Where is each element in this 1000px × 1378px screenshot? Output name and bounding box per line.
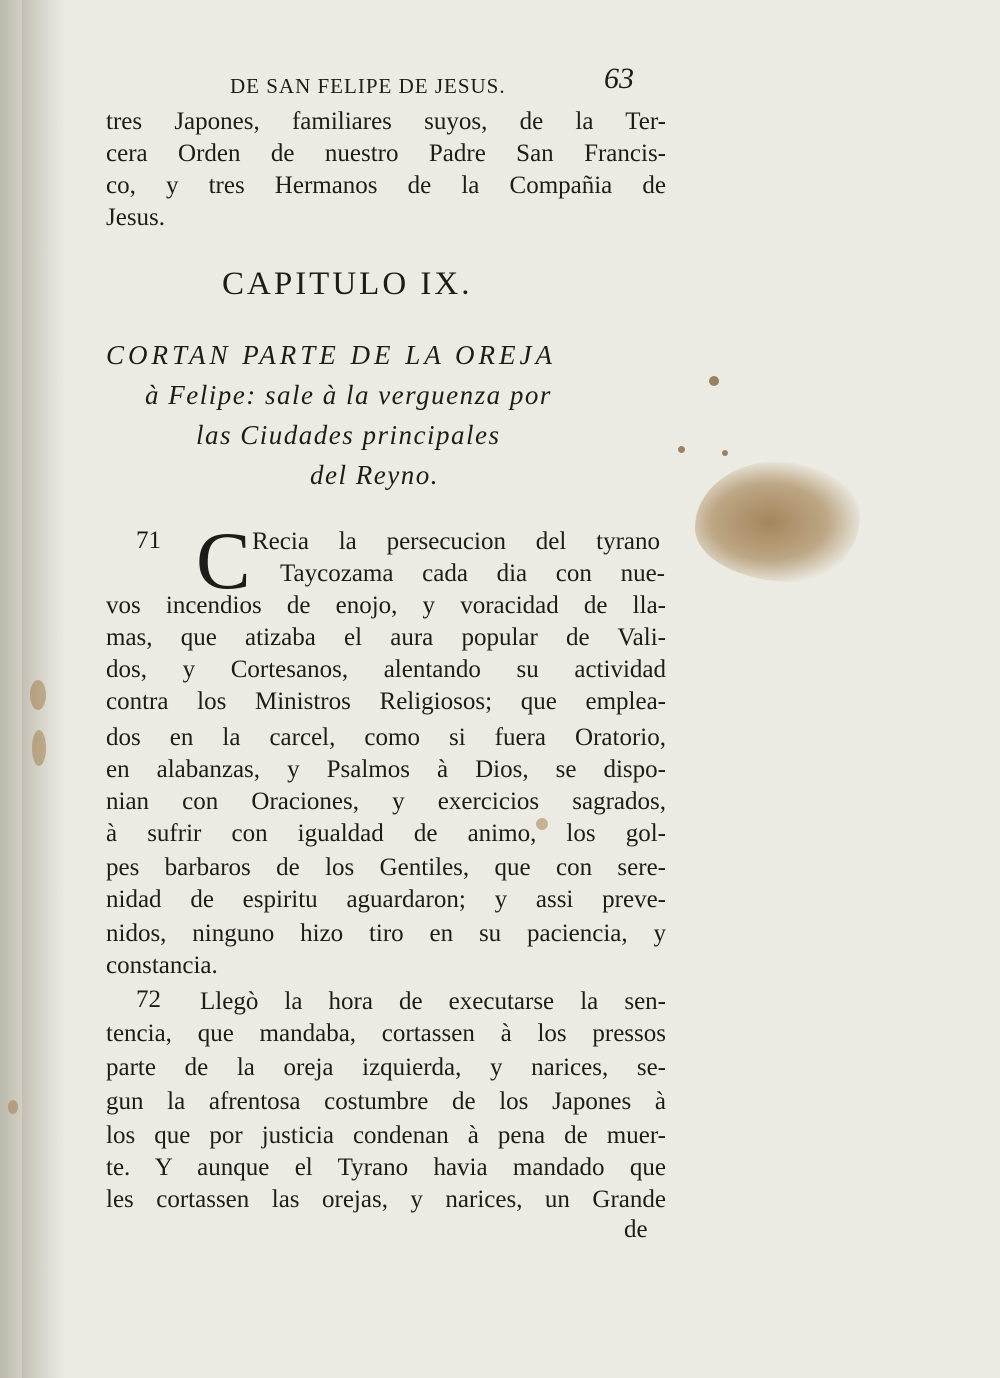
opening-line: Jesus. — [106, 204, 166, 231]
paragraph-line: Recia la persecucion del tyrano — [252, 528, 660, 555]
paragraph-line: pes barbaros de los Gentiles, que con sere- — [106, 854, 666, 881]
catchword: de — [624, 1216, 648, 1243]
paragraph-line: gun la afrentosa costumbre de los Japones à — [106, 1088, 666, 1115]
paragraph-line: dos, y Cortesanos, alentando su actividad — [106, 656, 666, 683]
opening-line: tres Japones, familiares suyos, de la Ter- — [106, 108, 666, 135]
paragraph-line: Llegò la hora de executarse la sen- — [200, 988, 666, 1015]
paragraph-line: tencia, que mandaba, cortassen à los pressos — [106, 1020, 666, 1047]
paragraph-line: parte de la oreja izquierda, y narices, se- — [106, 1054, 666, 1081]
paragraph-line: contra los Ministros Religiosos; que emplea- — [106, 688, 666, 715]
foxing-spot — [30, 680, 46, 710]
paragraph-line: constancia. — [106, 952, 218, 979]
ink-spot — [678, 446, 685, 453]
paragraph-line: nidos, ninguno hizo tiro en su paciencia, y — [106, 920, 666, 947]
paragraph-line: nian con Oraciones, y exercicios sagrados, — [106, 788, 666, 815]
foxing-spot — [32, 730, 46, 766]
paragraph-line: vos incendios de enojo, y voracidad de lla- — [106, 592, 666, 619]
paragraph-line: les cortassen las orejas, y narices, un Grande — [106, 1186, 666, 1213]
paragraph-number: 71 — [136, 527, 161, 554]
paragraph-line: nidad de espiritu aguardaron; y assi preve- — [106, 886, 666, 913]
paragraph-line: los que por justicia condenan à pena de muer- — [106, 1122, 666, 1149]
running-head: DE SAN FELIPE DE JESUS. — [230, 74, 506, 98]
paragraph-line: en alabanzas, y Psalmos à Dios, se dispo- — [106, 756, 666, 783]
chapter-summary-line: CORTAN PARTE DE LA OREJA — [106, 340, 556, 370]
opening-line: cera Orden de nuestro Padre San Francis- — [106, 140, 666, 167]
paragraph-line: te. Y aunque el Tyrano havia mandado que — [106, 1154, 666, 1181]
ink-spot — [709, 376, 719, 386]
ink-spot — [722, 450, 728, 456]
facing-page-edge — [0, 0, 22, 1378]
chapter-summary-line: del Reyno. — [310, 460, 439, 490]
paragraph-line: dos en la carcel, como si fuera Oratorio, — [106, 724, 666, 751]
paragraph-line: Taycozama cada dia con nue- — [280, 560, 665, 587]
chapter-summary-line: à Felipe: sale à la verguenza por — [145, 380, 552, 410]
drop-cap: C — [196, 515, 251, 606]
opening-line: co, y tres Hermanos de la Compañia de — [106, 172, 666, 199]
chapter-title: CAPITULO IX. — [222, 266, 473, 302]
foxing-spot — [8, 1100, 18, 1114]
paragraph-line: mas, que atizaba el aura popular de Vali- — [106, 624, 666, 651]
chapter-summary-line: las Ciudades principales — [196, 420, 501, 450]
water-stain — [695, 462, 860, 582]
page-number: 63 — [604, 62, 634, 95]
paragraph-number: 72 — [136, 986, 161, 1013]
paragraph-line: à sufrir con igualdad de animo, los gol- — [106, 820, 666, 847]
